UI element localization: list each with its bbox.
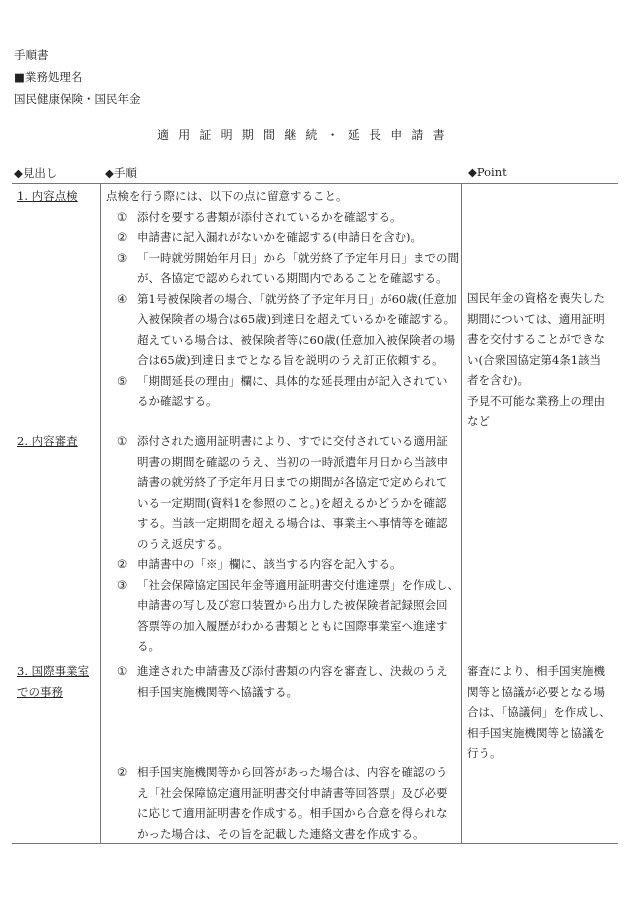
point-text-line: 書を交付することができな bbox=[467, 332, 605, 346]
list-item bbox=[117, 762, 448, 844]
point-text-line: 相手国実施機関等と協議を bbox=[467, 725, 605, 740]
item-number: ③ bbox=[117, 577, 128, 592]
section-heading: 3. 国際事業室 での事務 bbox=[17, 664, 90, 699]
item-number: ② bbox=[117, 557, 128, 571]
list-item bbox=[117, 554, 459, 575]
item-text-line: 進達された申請書及び添付書類の内容を審査し、決裁のうえ bbox=[137, 664, 448, 678]
item-text-line: 「期間延長の理由」欄に、具体的な延長理由が記入されてい bbox=[137, 373, 448, 388]
list-item bbox=[117, 431, 459, 554]
point-text-line: 審査により、相手国実施機 bbox=[467, 664, 605, 678]
list-item bbox=[117, 575, 459, 657]
list-item bbox=[117, 289, 459, 371]
item-text-line: 合は65歳)到達日までとなる旨を説明のうえ訂正依頼する。 bbox=[137, 353, 444, 367]
item-text-line: 添付された適用証明書により、すでに交付されている適用証 bbox=[137, 434, 448, 448]
item-text-line: する。当該一定期間を超える場合は、事業主へ事情等を確認 bbox=[137, 516, 448, 530]
item-text-line: が、各協定で認められている期間内であることを確認する。 bbox=[137, 271, 448, 285]
item-number: ① bbox=[117, 664, 128, 678]
item-text-line: かった場合は、その旨を記載した連絡文書を作成する。 bbox=[137, 826, 425, 841]
item-text-line: 添付を要する書類が添付されているかを確認する。 bbox=[137, 209, 402, 224]
point-text-line: 予見不可能な業務上の理由 bbox=[467, 393, 605, 408]
item-text-line: 「社会保障協定国民年金等適用証明書交付進達票」を作成し、 bbox=[137, 577, 459, 592]
intro-text: 点検を行う際には、以下の点に留意すること。 bbox=[106, 189, 348, 203]
item-text-line: 超えている場合は、被保険者等に60歳(任意加入被保険者の場 bbox=[137, 332, 456, 347]
section-heading: 1. 内容点検 bbox=[17, 189, 78, 203]
column-procedure: ◆手順 bbox=[105, 166, 137, 180]
item-text-line: る。 bbox=[137, 639, 160, 653]
point-text-line: 合は、「協議伺」を作成し、 bbox=[467, 705, 611, 719]
item-text-line: 申請書の写し及び窓口装置から出力した被保険者記録照会回 bbox=[137, 598, 448, 612]
item-number: ⑤ bbox=[117, 373, 128, 388]
section-procedure bbox=[106, 186, 459, 412]
section-heading: 2. 内容審査 bbox=[17, 434, 78, 448]
point-text-line: など bbox=[467, 414, 490, 428]
table-top-border bbox=[12, 183, 618, 184]
column-point: ◆Point bbox=[468, 165, 507, 179]
business-name: 国民健康保険・国民年金 bbox=[14, 92, 141, 106]
business-label: ■業務処理名 bbox=[14, 70, 83, 84]
item-text-line: に応じて適用証明書を作成する。相手国から合意を得られな bbox=[137, 806, 448, 820]
column-heading: ◆見出し bbox=[14, 166, 58, 180]
item-number: ① bbox=[117, 209, 128, 224]
list-item bbox=[117, 248, 459, 289]
item-text-line: 相手国実施機関等へ協議する。 bbox=[137, 684, 298, 699]
document-title: 適用証明期間継続・延長申請書 bbox=[157, 128, 454, 142]
item-text-line: 第1号被保険者の場合、「就労終了予定年月日」が60歳(任意加 bbox=[137, 291, 457, 306]
point-text-line: い(合衆国協定第4条1該当 bbox=[467, 352, 602, 367]
item-text-line: 請書の就労終了予定年月日までの期間が各協定で定められて bbox=[137, 475, 448, 489]
item-text-line: 入被保険者の場合は65歳)到達日を超えているかを確認する。 bbox=[137, 312, 456, 326]
list-item bbox=[117, 227, 459, 248]
item-text-line: いる一定期間(資料1を参照のこと。)を超えるかどうかを確認 bbox=[137, 495, 447, 510]
point-text-line: 関等と協議が必要となる場 bbox=[467, 684, 605, 699]
item-number: ① bbox=[117, 434, 128, 448]
section-procedure bbox=[117, 762, 448, 844]
doc-type: 手順書 bbox=[14, 48, 49, 62]
item-text-line: 相手国実施機関等から回答があった場合は、内容を確認のう bbox=[137, 765, 448, 779]
item-text-line: るか確認する。 bbox=[137, 394, 218, 408]
point-text-line: 期間については、適用証明 bbox=[467, 311, 605, 326]
column-divider bbox=[100, 183, 101, 843]
item-text-line: 明書の期間を確認のうえ、当初の一時派遣年月日から当該申 bbox=[137, 454, 449, 469]
section-point bbox=[467, 288, 605, 432]
point-text-line: 行う。 bbox=[467, 746, 502, 760]
section-procedure bbox=[117, 431, 459, 657]
item-number: ② bbox=[117, 230, 128, 244]
point-text-line: 国民年金の資格を喪失した bbox=[467, 291, 605, 305]
column-divider bbox=[461, 183, 462, 843]
item-number: ② bbox=[117, 765, 128, 779]
item-text-line: 申請書に記入漏れがないかを確認する(申請日を含む)。 bbox=[137, 230, 422, 244]
item-text-line: 申請書中の「※」欄に、該当する内容を記入する。 bbox=[137, 557, 402, 571]
point-text-line: 者を含む)。 bbox=[467, 373, 529, 387]
item-text-line: 答票等の加入履歴がわかる書類とともに国際事業室へ進達す bbox=[137, 618, 448, 633]
list-item bbox=[117, 207, 459, 228]
item-text-line: え「社会保障協定適用証明書交付申請書等回答票」及び必要 bbox=[137, 785, 448, 800]
item-number: ④ bbox=[117, 291, 128, 306]
section-procedure bbox=[117, 661, 448, 702]
list-item bbox=[117, 661, 448, 702]
item-number: ③ bbox=[117, 250, 128, 265]
item-text-line: 「一時就労開始年月日」から「就労終了予定年月日」までの間 bbox=[137, 250, 459, 265]
item-text-line: のうえ返戻する。 bbox=[137, 536, 229, 551]
list-item bbox=[117, 371, 459, 412]
section-point bbox=[467, 661, 611, 764]
